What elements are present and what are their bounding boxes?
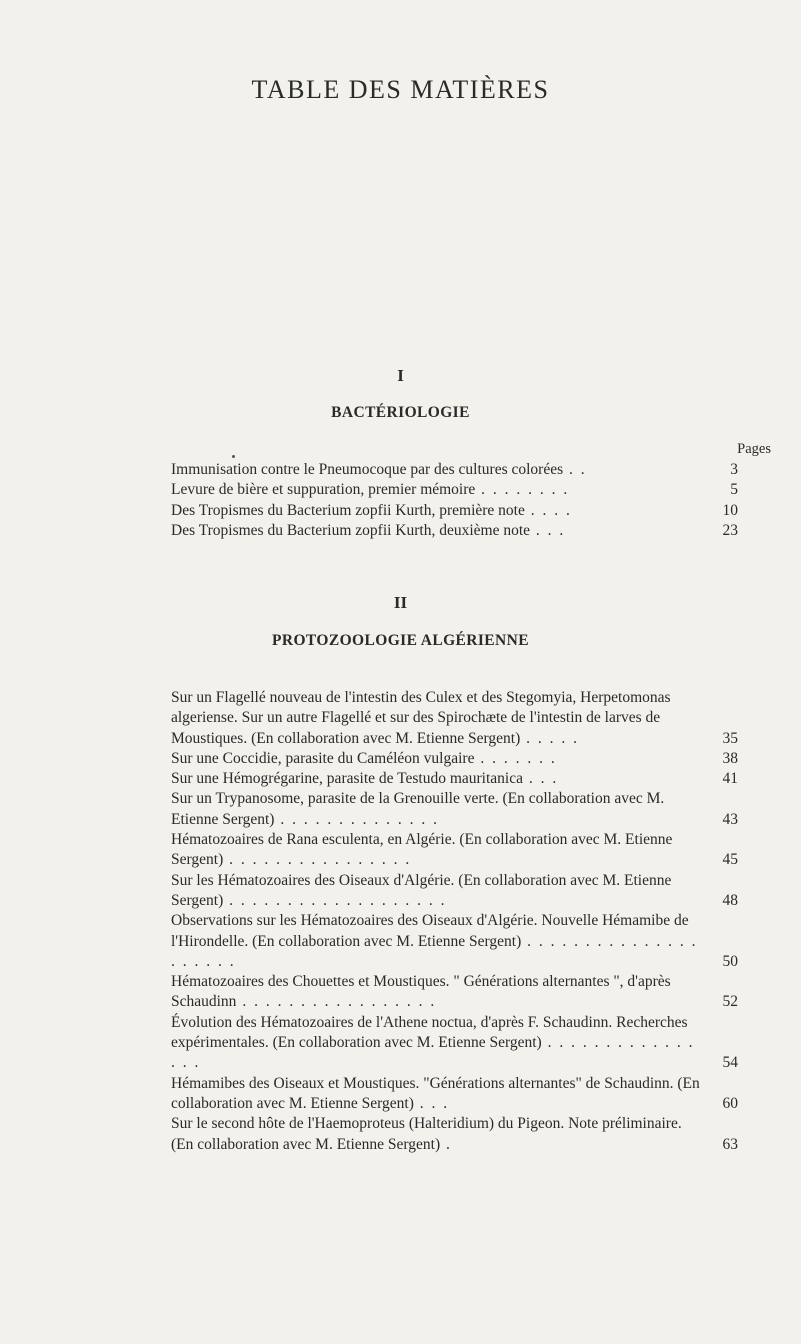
entry-text: Des Tropismes du Bacterium zopfii Kurth, première note [171,501,525,519]
entry-text: Sur une Hémogrégarine, parasite de Testudo mauritanica [171,770,523,788]
entry-page: 35 [722,729,738,747]
entry-page: 45 [722,851,738,869]
toc-entry[interactable]: Des Tropismes du Bacterium zopfii Kurth, première note . . . . 10 [171,501,738,521]
entry-text: Évolution des Hématozoaires de l'Athene noctua, d'après F. Schaudinn. Recherches expérimentales. (En collaboration avec M. Etienne Sergent) [171,1013,688,1052]
entry-page: 38 [722,749,738,767]
toc-entry[interactable]: Immunisation contre le Pneumocoque par des cultures colorées . . 3 [171,460,738,480]
entry-text: Sur un Flagellé nouveau de l'intestin des Culex et des Stegomyia, Herpetomonas algeriense. Sur un autre Flagellé et sur des Spirochæte de l'intestin de larves de Moustiques. (En collaboration avec M. Etienne Sergent) [171,689,671,747]
entry-page: 43 [722,810,738,828]
toc-entry[interactable]: Sur le second hôte de l'Haemoproteus (Halteridium) du Pigeon. Note préliminaire. (En collaboration avec M. Etienne Sergent) . 63 [171,1114,738,1155]
toc-entry[interactable]: Des Tropismes du Bacterium zopfii Kurth, deuxième note . . . 23 [171,521,738,541]
entry-page: 54 [722,1054,738,1072]
entry-page: 50 [722,952,738,970]
entry-text: Sur les Hématozoaires des Oiseaux d'Algérie. (En collaboration avec M. Etienne Sergent) [171,871,672,909]
toc-entry[interactable]: Sur une Hémogrégarine, parasite de Testudo mauritanica . . . 41 [171,769,738,789]
entry-page: 5 [730,481,738,499]
section-number-2: II [393,593,408,612]
toc-entry[interactable]: Sur les Hématozoaires des Oiseaux d'Algérie. (En collaboration avec M. Etienne Sergent) . . . . . . . . . . . . . . . . . . . 48 [171,871,738,912]
toc-entry[interactable]: Hématozoaires de Rana esculenta, en Algérie. (En collaboration avec M. Etienne Sergent) . . . . . . . . . . . . . . . . 45 [171,830,738,871]
toc-entry[interactable]: Évolution des Hématozoaires de l'Athene noctua, d'après F. Schaudinn. Recherches expérimentales. (En collaboration avec M. Etienne Sergent) . . . . . . . . . . . . . . . . 54 [171,1013,738,1074]
toc-section-1 [171,460,738,541]
toc-entry[interactable]: Sur un Flagellé nouveau de l'intestin des Culex et des Stegomyia, Herpetomonas algeriense. Sur un autre Flagellé et sur des Spirochæte de l'intestin de larves de Moustiques. (En collaboration avec M. Etienne Sergent) . . . . . 35 [171,688,738,749]
entry-text: Sur une Coccidie, parasite du Caméléon vulgaire [171,749,475,767]
entry-page: 41 [722,770,738,788]
pages-column-header: Pages [737,441,771,457]
toc-entry[interactable]: Levure de bière et suppuration, premier mémoire . . . . . . . . 5 [171,480,738,500]
entry-text: Hématozoaires des Chouettes et Moustiques. " Générations alternantes ", d'après Schaudinn [171,973,671,1011]
entry-text: Sur le second hôte de l'Haemoproteus (Halteridium) du Pigeon. Note préliminaire. (En collaboration avec M. Etienne Sergent) [171,1115,682,1153]
entry-text: Sur un Trypanosome, parasite de la Grenouille verte. (En collaboration avec M. Etienne Sergent) [171,790,665,828]
toc-entry[interactable]: Observations sur les Hématozoaires des Oiseaux d'Algérie. Nouvelle Hémamibe de l'Hirondelle. (En collaboration avec M. Etienne Sergent) . . . . . . . . . . . . . . . . . . . . . 50 [171,911,738,972]
section-number-1: I [397,366,404,385]
entry-page: 48 [722,891,738,909]
section-title-2: PROTOZOOLOGIE ALGÉRIENNE [272,632,529,649]
ink-speck [232,455,235,458]
toc-entry[interactable]: Hématozoaires des Chouettes et Moustiques. " Générations alternantes ", d'après Schaudinn . . . . . . . . . . . . . . . . . 52 [171,972,738,1013]
entry-text: Immunisation contre le Pneumocoque par des cultures colorées [171,461,564,478]
entry-text: Hémamibes des Oiseaux et Moustiques. "Générations alternantes" de Schaudinn. (En collaboration avec M. Etienne Sergent) [171,1074,700,1112]
entry-page: 23 [722,521,738,539]
entry-page: 63 [722,1135,738,1153]
toc-entry[interactable]: Sur une Coccidie, parasite du Caméléon vulgaire . . . . . . . 38 [171,749,738,769]
entry-page: 3 [730,461,738,478]
toc-section-2 [171,688,738,1155]
page-title: TABLE DES MATIÈRES [251,75,550,104]
entry-page: 10 [722,501,738,519]
toc-entry[interactable]: Sur un Trypanosome, parasite de la Grenouille verte. (En collaboration avec M. Etienne Sergent) . . . . . . . . . . . . . . 43 [171,789,738,830]
entry-text: Hématozoaires de Rana esculenta, en Algérie. (En collaboration avec M. Etienne Sergent) [171,831,673,869]
entry-page: 52 [722,993,738,1011]
section-title-1: BACTÉRIOLOGIE [331,404,470,421]
toc-entry[interactable]: Hémamibes des Oiseaux et Moustiques. "Générations alternantes" de Schaudinn. (En collaboration avec M. Etienne Sergent) . . . 60 [171,1074,738,1115]
entry-text: Levure de bière et suppuration, premier mémoire [171,481,476,499]
entry-text: Des Tropismes du Bacterium zopfii Kurth, deuxième note [171,521,531,539]
entry-page: 60 [722,1094,738,1112]
entry-text: Observations sur les Hématozoaires des Oiseaux d'Algérie. Nouvelle Hémamibe de l'Hirondelle. (En collaboration avec M. Etienne Sergent) [171,912,689,950]
